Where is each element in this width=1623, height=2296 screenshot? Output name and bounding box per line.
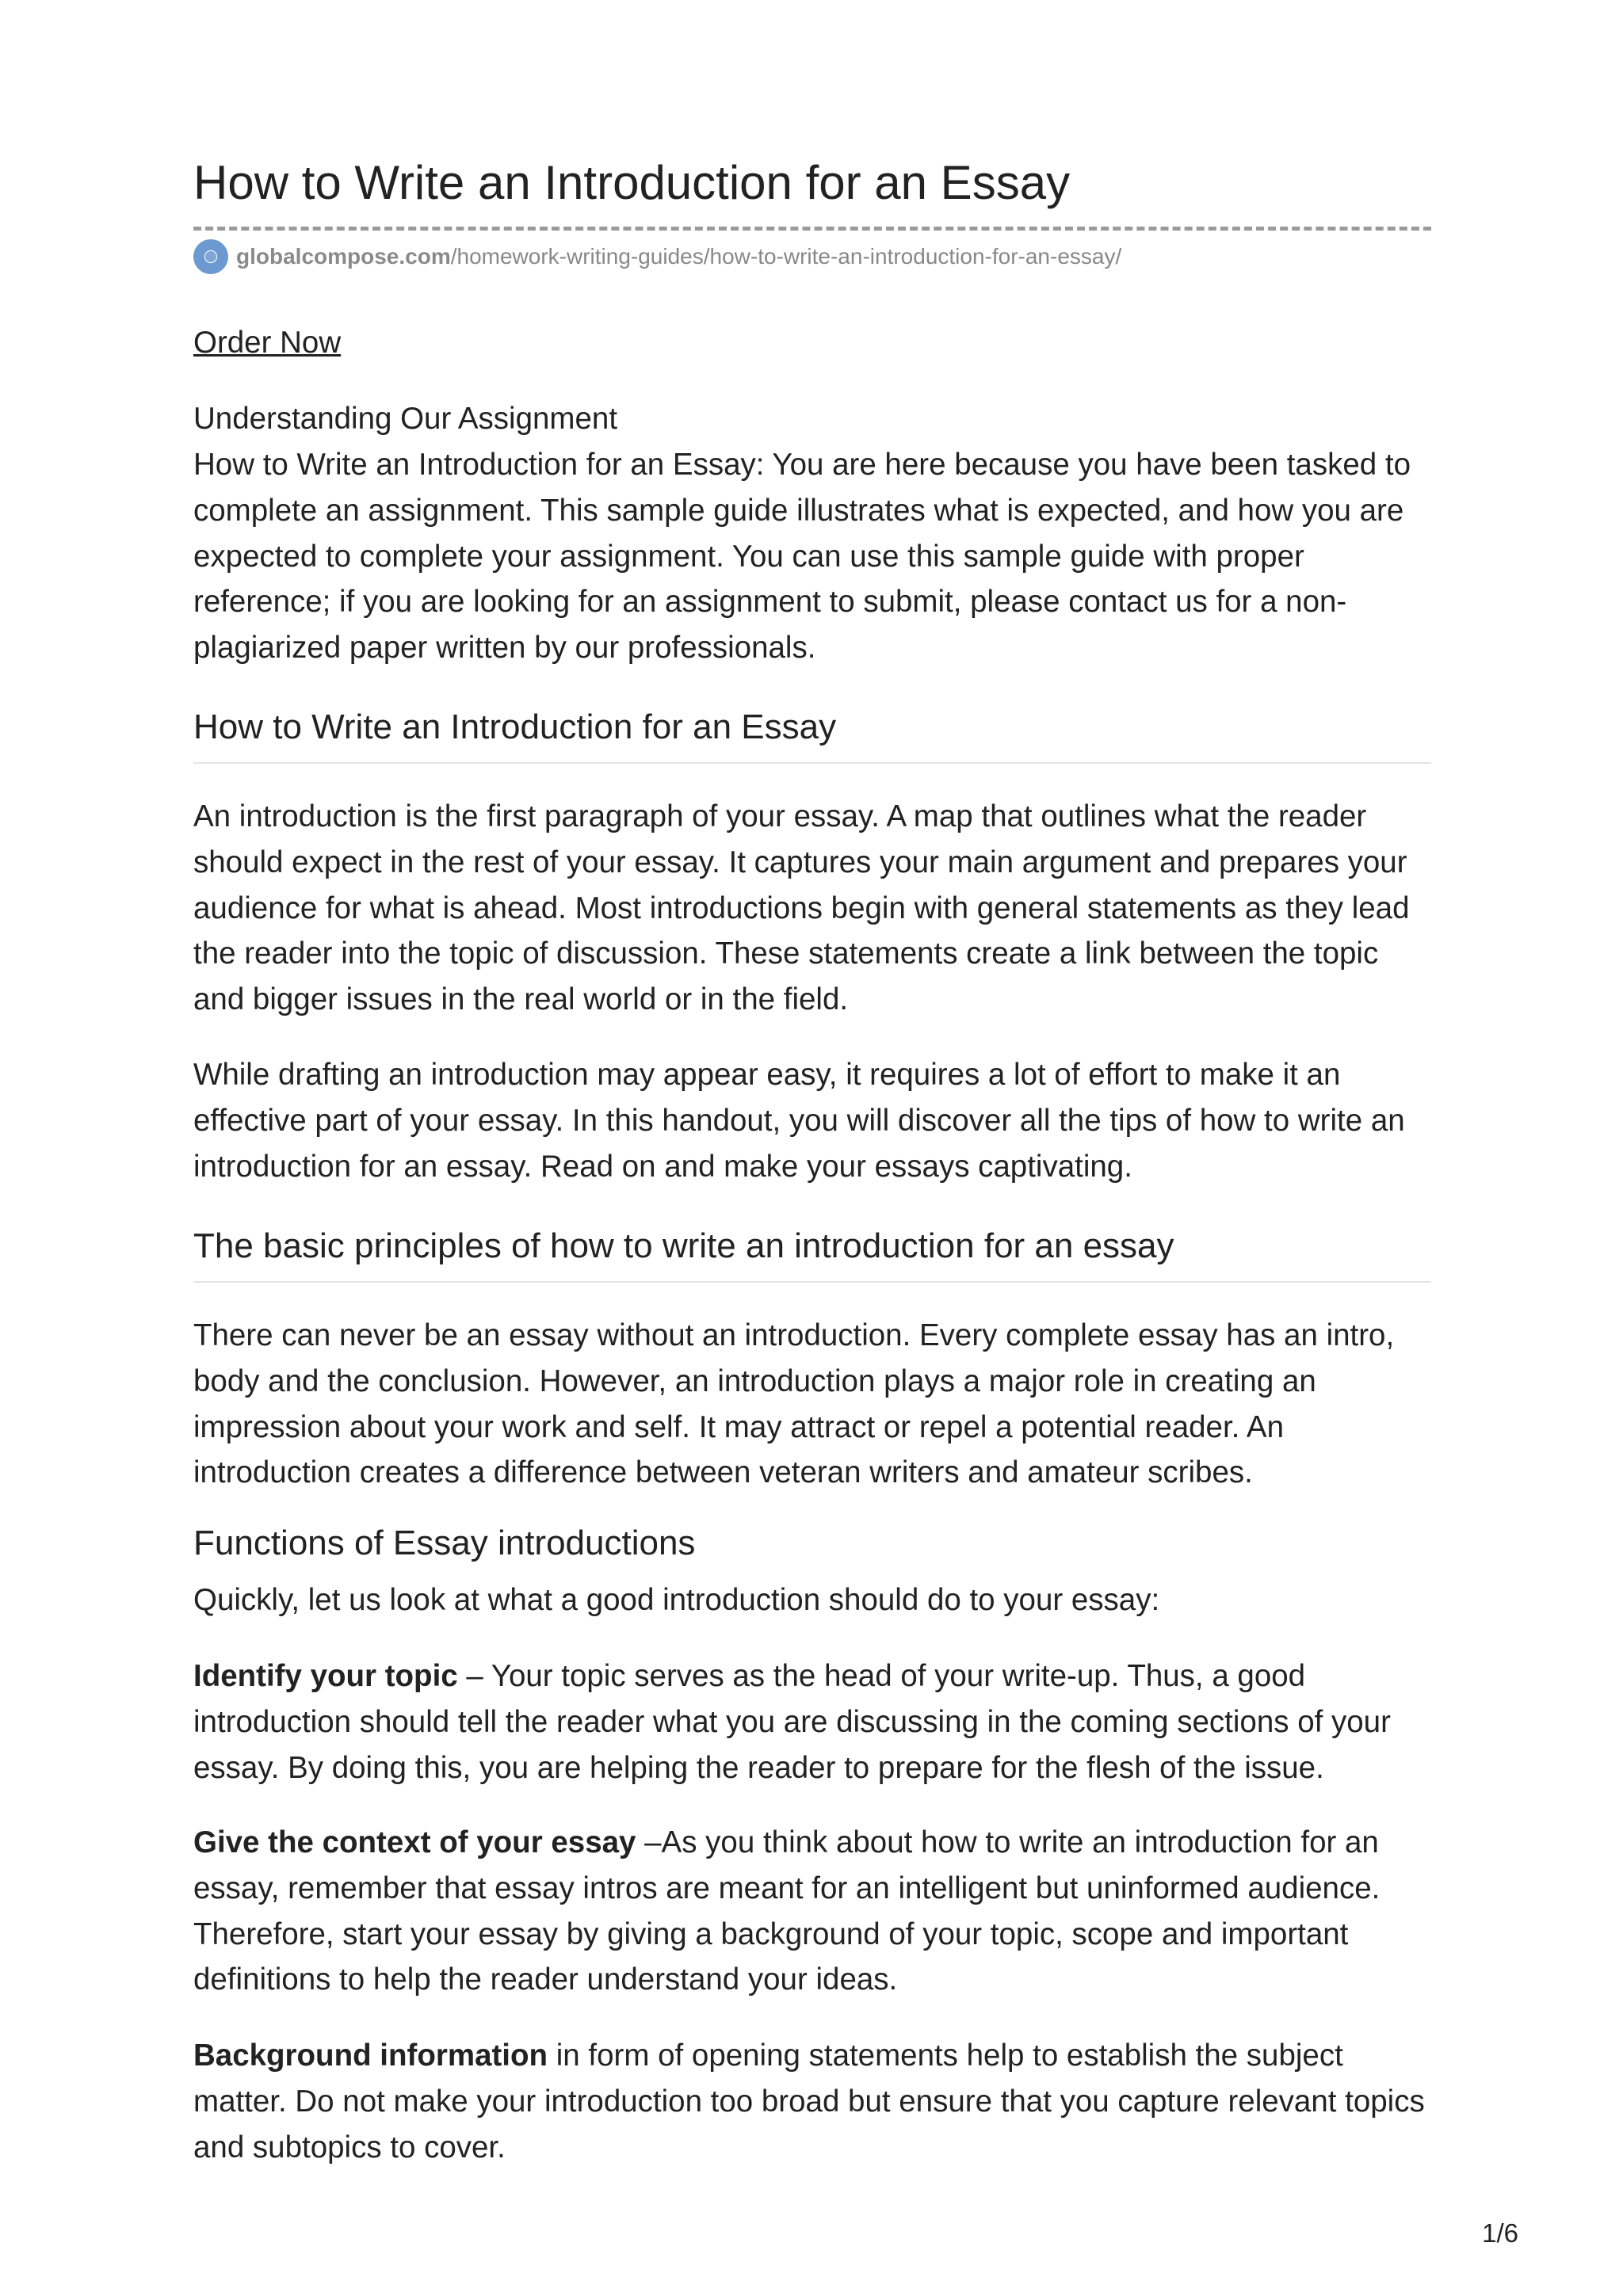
list-item	[193, 1820, 1431, 2003]
list-item	[193, 2033, 1431, 2170]
page-title: How to Write an Introduction for an Essay	[193, 156, 1071, 209]
source-domain: globalcompose.com	[236, 244, 451, 269]
list-item-text: in form of opening statements help to establish the subject matter. Do not make your introduction too broad but ensure that you capture relevant topics and subtopics to cover.	[193, 2039, 1425, 2164]
section-heading: How to Write an Introduction for an Essay	[193, 707, 837, 746]
section-divider	[193, 762, 1431, 764]
section-paragraph: There can never be an essay without an introduction. Every complete essay has an intro, body and the conclusion. However, an introduction plays a major role in creating an impression about your work and self. It may attract or repel a potential reader. An introduction creates a difference between veteran writers and amateur scribes.	[193, 1318, 1395, 1490]
list-item-text: –As you think about how to write an introduction for an essay, remember that essay intros are meant for an intelligent but uninformed audience. Therefore, start your essay by giving a background of your topic, scope and important definitions to help the reader understand your ideas.	[193, 1825, 1381, 1997]
source-path: /homework-writing-guides/how-to-write-an-introduction-for-an-essay/	[450, 244, 1122, 269]
source-url[interactable]	[193, 238, 1121, 276]
section-lead: Quickly, let us look at what a good introduction should do to your essay:	[193, 1583, 1160, 1617]
intro-paragraph: How to Write an Introduction for an Essay: You are here because you have been tasked to complete an assignment. This sample guide illustrates what is expected, and how you are expected to complete your assignment. You can use this sample guide with proper reference; if you are looking for an assignment to submit, please contact us for a non-plagiarized paper written by our professionals.	[193, 448, 1411, 666]
page-number: 1/6	[1482, 2218, 1518, 2248]
section-heading: The basic principles of how to write an introduction for an essay	[193, 1226, 1174, 1265]
order-now-link[interactable]: Order Now	[193, 326, 342, 360]
section-paragraph: While drafting an introduction may appear easy, it requires a lot of effort to make it an effective part of your essay. In this handout, you will discover all the tips of how to write an introduction for an essay. Read on and make your essays captivating.	[193, 1058, 1405, 1184]
section-divider	[193, 1281, 1431, 1283]
section-heading: Functions of Essay introductions	[193, 1524, 696, 1562]
list-item-text: – Your topic serves as the head of your write-up. Thus, a good introduction should tell the reader what you are discussing in the coming sections of your essay. By doing this, you are helping the reader to prepare for the flesh of the issue.	[193, 1659, 1391, 1785]
list-item-term: Identify your topic	[193, 1659, 458, 1693]
section-paragraph: An introduction is the first paragraph of your essay. A map that outlines what the reader should expect in the rest of your essay. It captures your main argument and prepares your audience for what is ahead. Most introductions begin with general statements as they lead the reader into the topic of discussion. These statements create a link between the topic and bigger issues in the real world or in the field.	[193, 799, 1410, 1017]
list-item-term: Give the context of your essay	[193, 1825, 636, 1859]
title-divider	[193, 227, 1431, 231]
globe-icon	[193, 239, 228, 274]
intro-heading: Understanding Our Assignment	[193, 402, 618, 436]
list-item-term: Background information	[193, 2039, 548, 2073]
list-item	[193, 1653, 1431, 1791]
